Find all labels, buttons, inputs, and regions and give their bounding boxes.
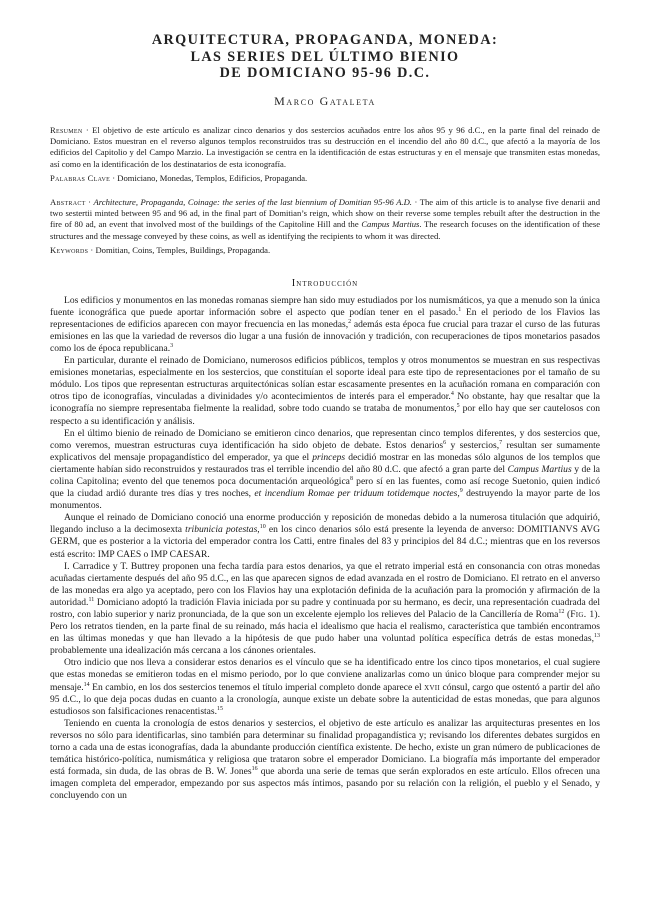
text-run: cónsul, cargo que ostentó a partir del año 95 d.C., lo que deja pocas dudas en cuanto a la cronología, aunque existe un debate sobre la autenticidad de estas monedas, que para algunos estudiosos son falsificaciones renacentistas. bbox=[50, 681, 600, 717]
text-run: En el último bienio de reinado de Domiciano se emitieron cinco denarios, que representan cinco templos diferentes, y dos sestercios que, como veremos, muestran estructuras cuya identificación ha sido objeto de debate. Estos denarios bbox=[50, 427, 600, 451]
footnote-ref[interactable]: 1 bbox=[458, 306, 462, 313]
text-run: decidió mostrar en las monedas sólo algunos de los templos que ciertamente habían sido reconstruidos y restaurados tras el terrible incendio del año 80 d.C. que afectó a gran parte del bbox=[50, 451, 600, 475]
resumen-label: Resumen bbox=[50, 124, 83, 135]
resumen-keywords bbox=[50, 173, 600, 184]
paragraph bbox=[50, 428, 600, 513]
author-name: Marco Gataleta bbox=[274, 93, 376, 108]
abstract-title: Architecture, Propaganda, Coinage: the series of the last biennium of Domitian 95-96 A.D. bbox=[93, 196, 412, 207]
text-run: En cambio, en los dos sestercios tenemos el título imperial completo donde aparece el bbox=[89, 681, 425, 693]
text-run: además esta época fue crucial para trazar el curso de las futuras emisiones en las que la variedad de reversos dio lugar a una fusión de innovación y tradición, con recuperaciones de tipos monetarios pasados como los de época republicana. bbox=[50, 318, 600, 354]
text-run: probablemente una idealización más cercana a los cánones orientales. bbox=[50, 645, 316, 657]
footnote-ref[interactable]: 16 bbox=[251, 766, 258, 773]
abstract-text-italic: Campus Martius bbox=[361, 219, 420, 230]
footnote-ref[interactable]: 14 bbox=[83, 681, 90, 688]
figure-ref[interactable]: Fig. 1 bbox=[570, 609, 595, 620]
footnote-ref[interactable]: 8 bbox=[349, 475, 353, 482]
footnote-ref[interactable]: 4 bbox=[450, 391, 454, 398]
separator: · bbox=[88, 245, 96, 256]
separator: · bbox=[110, 173, 118, 184]
article-title bbox=[50, 32, 600, 82]
keywords-text: Domiciano, Monedas, Templos, Edificios, Propaganda. bbox=[117, 173, 308, 184]
footnote-ref[interactable]: 13 bbox=[594, 633, 600, 640]
footnote-ref[interactable]: 6 bbox=[443, 439, 447, 446]
text-run: pero sí en las fuentes, como así recoge Suetonio, quien indicó que la ciudad ardió durante tres días y tres noches, bbox=[50, 475, 600, 500]
text-run: No obstante, hay que resaltar que la iconografía no siempre representaba fielmente la realidad, sobre todo cuando se trataba de monumentos, bbox=[50, 391, 600, 415]
keywords-text: Domitian, Coins, Temples, Buildings, Propaganda. bbox=[95, 245, 271, 256]
text-run: Los edificios y monumentos en las monedas romanas siempre han sido muy estudiados por los numismáticos, ya que a menudo son la única fuente iconográfica que puede aportar información sobre el aspecto que podían tener en el pasado. bbox=[50, 294, 600, 318]
paragraph bbox=[50, 561, 600, 658]
footnote-ref[interactable]: 5 bbox=[456, 403, 460, 410]
footnote-ref[interactable]: 11 bbox=[88, 596, 95, 603]
footnote-ref[interactable]: 12 bbox=[558, 608, 565, 615]
roman-numeral: xvii bbox=[424, 681, 441, 693]
footnote-ref[interactable]: 15 bbox=[217, 705, 224, 712]
title-line: LAS SERIES DEL ÚLTIMO BIENIO bbox=[190, 48, 460, 65]
text-run: por ello hay que ser cautelosos con respecto a su identificación y análisis. bbox=[50, 403, 600, 427]
text-run: y sestercios, bbox=[446, 439, 500, 451]
text-run: Otro indicio que nos lleva a considerar estos denarios es el vínculo que se ha identificado entre los cinco tipos monetarios, el cual sugiere que estas monedas se emitieron todas en el mismo periodo, por lo que conviene analizarlas como un único bloque para comprender mejor su mensaje. bbox=[50, 657, 600, 693]
body-text bbox=[50, 295, 600, 803]
text-run: Domiciano adoptó la tradición Flavia iniciada por su padre y continuada por su hermano, es decir, una representación cuadrada del rostro, con labio superior y nariz pronunciada, de la que son un excelente ejemplo los relieves del Palacio de la Cancillería de Roma bbox=[50, 596, 600, 620]
abstract-text: . The research focuses on the identification of these structures and the message conveyed by these coins, as well as identifying the recipients to whom it was directed. bbox=[50, 219, 601, 241]
footnote-ref[interactable]: 3 bbox=[170, 342, 174, 349]
text-italic: tribunicia potestas bbox=[185, 524, 258, 536]
abstract-text: · The aim of this article is to analyse five denarii and two sestertii minted between 95 and 96 ad, in the final part of Domitian’s reign, which show on their reverse some temples rebuilt after the destruction in the fire of 80 ad, an event that involved most of the buildings of the Capitoline Hill and the bbox=[50, 196, 601, 230]
footnote-ref[interactable]: 7 bbox=[499, 439, 503, 446]
footnote-ref[interactable]: 9 bbox=[459, 487, 463, 494]
text-run: I. Carradice y T. Buttrey proponen una fecha tardía para estos denarios, ya que el retrato imperial está en consonancia con otras monedas acuñadas ciertamente después del año 95 d.C., en las que aparecen signos de edad avanzada en el rostro de Domiciano. El retrato en el anverso de las monedas era algo ya aceptado, pero con los Flavios hay una explotación definida de la acuñación para la promoción y afirmación de la autoridad. bbox=[50, 560, 600, 608]
text-run: ). Pero los retratos tienden, en la parte final de su reinado, más hacia el idealismo que hacia el realismo, característica que también encontramos en las últimas monedas y que han llevado a la hipótesis de que pudo haber una voluntad política específica detrás de estas monedas, bbox=[50, 609, 600, 645]
paragraph bbox=[50, 657, 600, 717]
text-run: en los cinco denarios sólo está presente la leyenda de anverso: DOMITIANVS AVG GERM, que es posterior a la victoria del emperador contra los Catti, entre finales del 83 y principios del 84 d.C.; mientras que en los reversos está escrito: IMP CAES o IMP CAESAR. bbox=[50, 524, 600, 560]
footnote-ref[interactable]: 10 bbox=[259, 524, 266, 531]
text-italic: Campus Martius bbox=[507, 463, 572, 475]
text-run: resultan ser sumamente explicativos del mensaje propagandístico del emperador, ya que el bbox=[50, 439, 600, 463]
footnote-ref[interactable]: 2 bbox=[348, 318, 352, 325]
title-line: ARQUITECTURA, PROPAGANDA, MONEDA: bbox=[151, 32, 499, 48]
section-heading: Introducción bbox=[291, 277, 359, 289]
abstract-block bbox=[50, 197, 600, 257]
resumen-block bbox=[50, 125, 600, 185]
text-italic: princeps bbox=[312, 451, 346, 463]
paragraph bbox=[50, 718, 600, 803]
text-run: y de la colina Capitolina; evento del que tenemos poca documentación arqueológica bbox=[50, 463, 601, 487]
separator: · bbox=[82, 124, 93, 135]
text-run: En particular, durante el reinado de Domiciano, numerosos edificios públicos, templos y otros monumentos se muestran en sus respectivas emisiones monetarias, especialmente en los sestercios, que constituían el soporte ideal para este tipo de representaciones por el tamaño de su módulo. Los tipos que representan estructuras arquitectónicas solían estar escasamente presentes en la acuñación romana en comparación con otros tipo de iconografías, vinculadas a divinidades y/o acontecimientos de interés para el emperador. bbox=[50, 355, 600, 403]
text-run: ( bbox=[564, 609, 571, 620]
text-run: , bbox=[457, 488, 460, 500]
text-run: Aunque el reinado de Domiciano conoció una enorme producción y reposición de monedas debido a la numerosa titulación que adquirió, llegando incluso a la decimosexta bbox=[50, 512, 600, 536]
paragraph bbox=[50, 355, 600, 428]
text-run: , bbox=[257, 524, 260, 536]
text-italic: et incendium Romae per triduum totidemque noctes bbox=[254, 488, 458, 500]
title-line: DE DOMICIANO 95-96 D.C. bbox=[219, 65, 431, 81]
text-run: En el periodo de los Flavios las representaciones de edificios aparecen con mayor frecuencia en las monedas, bbox=[50, 306, 600, 330]
text-run: Teniendo en cuenta la cronología de estos denarios y sestercios, el objetivo de este artículo es analizar las arquitecturas presentes en los reversos no sólo para identificarlas, sino también para determinar su finalidad propagandística y; revisando los diferentes debates surgidos en torno a cada una de estas iconografías, dada la abundante producción científica existente. De hecho, existe un gran número de publicaciones de temática histórico-política, numismática y religiosa que trataron sobre el emperador Domiciano. La biografía más importante del emperador está formada, sin duda, de las obras de B. W. Jones bbox=[50, 717, 600, 778]
text-run: destruyendo la mayor parte de los monumentos. bbox=[50, 488, 600, 512]
keywords-label: Palabras Clave bbox=[50, 173, 111, 184]
paragraph bbox=[50, 512, 600, 560]
text-run: que aborda una serie de temas que serán explorados en este artículo. Ellos ofrecen una imagen completa del emperador, empezando por sus aspectos más íntimos, pasando por su relación con la religión, el pueblo y el Senado, y concluyendo con un bbox=[50, 766, 600, 802]
separator: · bbox=[85, 196, 94, 207]
abstract-keywords bbox=[50, 245, 600, 256]
abstract-label: Abstract bbox=[50, 196, 86, 207]
keywords-label: Keywords bbox=[50, 245, 89, 256]
resumen-text: El objetivo de este artículo es analizar cinco denarios y dos sestercios acuñados entre los años 95 y 96 d.C., en la parte final del reinado de Domiciano. Estos muestran en el reverso algunos templos reconstruidos tras su destrucción en el incendio del año 80 d.C., que afectó a la mayoría de los edificios del Capitolio y del Campo Marzio. La investigación se centra en la identificación de estas estructuras y en el mensaje que transmiten estas monedas, así como en la identificación de los destinatarios de esta iconografía. bbox=[50, 124, 600, 169]
paragraph bbox=[50, 295, 600, 355]
